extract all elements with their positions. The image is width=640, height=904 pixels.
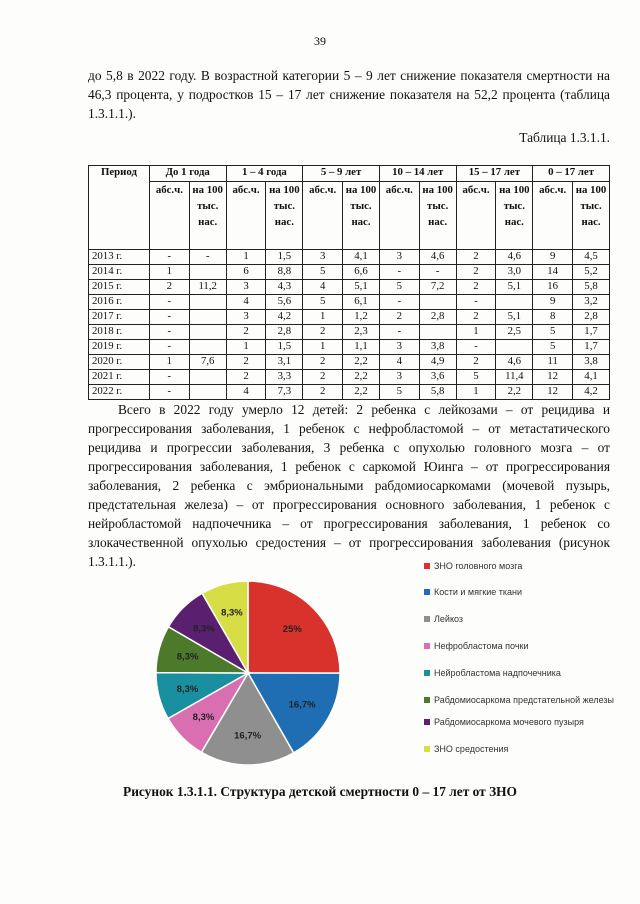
legend-item	[424, 717, 624, 728]
table-cell: 3,2	[573, 295, 610, 310]
group-header: 1 – 4 года	[226, 166, 303, 182]
table-cell: 1	[226, 250, 266, 265]
table-cell: 2,2	[343, 355, 380, 370]
table-cell: 4,1	[343, 250, 380, 265]
table-cell: 3,6	[419, 370, 456, 385]
legend-swatch	[424, 589, 430, 595]
table-cell: 5	[379, 280, 419, 295]
table-cell: 5,8	[573, 280, 610, 295]
rate-header: на 100 тыс. нас.	[419, 182, 456, 250]
table-cell: 2,5	[496, 325, 533, 340]
table-cell: 2021 г.	[89, 370, 150, 385]
table-cell: 2,3	[343, 325, 380, 340]
table-cell	[189, 295, 226, 310]
table-cell: 2,2	[343, 385, 380, 400]
table-cell: 4,2	[573, 385, 610, 400]
table-cell: 5	[303, 265, 343, 280]
table-cell: 2	[456, 265, 496, 280]
table-cell: 5	[456, 370, 496, 385]
table-cell: 7,3	[266, 385, 303, 400]
table-cell: 3,1	[266, 355, 303, 370]
table-cell: 2020 г.	[89, 355, 150, 370]
legend-label: Нейробластома надпочечника	[434, 668, 561, 678]
table-cell: 5,8	[419, 385, 456, 400]
group-header: 15 – 17 лет	[456, 166, 533, 182]
table-cell: 1,7	[573, 325, 610, 340]
table-cell: 3	[379, 370, 419, 385]
legend-label: Лейкоз	[434, 614, 464, 624]
table-cell: 7,6	[189, 355, 226, 370]
legend-swatch	[424, 670, 430, 676]
figure-caption: Рисунок 1.3.1.1. Структура детской смертности 0 – 17 лет от ЗНО	[123, 784, 517, 799]
table-cell: 11,4	[496, 370, 533, 385]
table-cell: 4,6	[419, 250, 456, 265]
legend-item	[424, 695, 624, 706]
table-cell: 5,2	[573, 265, 610, 280]
legend-item	[424, 668, 624, 679]
rate-header: на 100 тыс. нас.	[266, 182, 303, 250]
legend-swatch	[424, 746, 430, 752]
table-row	[89, 280, 610, 295]
table-cell: 3,8	[573, 355, 610, 370]
legend-swatch	[424, 643, 430, 649]
table-cell: 2	[456, 355, 496, 370]
pie-slice-label: 8,3%	[176, 683, 199, 695]
table-cell: 3	[379, 250, 419, 265]
table-cell: 4,3	[266, 280, 303, 295]
legend-item	[424, 744, 624, 755]
table-cell: 2022 г.	[89, 385, 150, 400]
table-cell: 14	[533, 265, 573, 280]
table-cell: 4,6	[496, 355, 533, 370]
table-cell: 1	[456, 325, 496, 340]
table-cell: 2	[303, 325, 343, 340]
table-cell: 4	[226, 385, 266, 400]
table-cell: 4	[226, 295, 266, 310]
deaths-paragraph: Всего в 2022 году умерло 12 детей: 2 ребенка с лейкозами – от рецидива и прогрессирования заболевания, 1 ребенок с нефробластомой – от метастатического рецидива и прогрессии заболевания, 3 ребенка с опухолью головного мозга – от прогрессирования заболевания, 1 ребенок с саркомой Юинга – от прогрессирования заболевания, 2 ребенка с эмбриональными рабдомиосаркомами (мочевой пузырь, предстательная железа) – от прогрессирования основного заболевания, 1 ребенок с нейробластомой надпочечника – от прогрессирования заболевания, 1 ребенок со злокачественной опухолью средостения – от прогрессирования заболевания (рисунок 1.3.1.1.).	[88, 402, 610, 569]
rate-header: на 100 тыс. нас.	[573, 182, 610, 250]
mortality-table	[88, 165, 610, 400]
table-cell: 2,8	[266, 325, 303, 340]
legend-label: ЗНО средостения	[434, 744, 509, 754]
pie-slice-label: 8,3%	[193, 623, 215, 635]
table-cell: 4,6	[496, 250, 533, 265]
table-body	[89, 250, 610, 400]
table-row	[89, 250, 610, 265]
table-cell: 2016 г.	[89, 295, 150, 310]
table-cell: 1,5	[266, 340, 303, 355]
table-row	[89, 310, 610, 325]
table-cell: 4	[303, 280, 343, 295]
table-cell: 5,1	[496, 310, 533, 325]
table-cell: -	[456, 340, 496, 355]
table-row	[89, 370, 610, 385]
table-cell: 2,8	[573, 310, 610, 325]
legend-swatch	[424, 719, 430, 725]
table-row	[89, 340, 610, 355]
intro-paragraph: до 5,8 в 2022 году. В возрастной категории 5 – 9 лет снижение показателя смертности на 46,3 процента, у подростков 15 – 17 лет снижение показателя на 52,2 процента (таблица 1.3.1.1.).	[88, 68, 610, 121]
table-cell: 16	[533, 280, 573, 295]
table-cell: 2,2	[496, 385, 533, 400]
pie-chart-svg	[150, 580, 360, 770]
table-cell: 2	[149, 280, 189, 295]
legend-label: Рабдомиосаркома мочевого пузыря	[434, 717, 584, 727]
table-cell: 11,2	[189, 280, 226, 295]
table-cell: 3,0	[496, 265, 533, 280]
table-cell: 2	[303, 385, 343, 400]
table-cell: -	[149, 310, 189, 325]
table-cell: 3,3	[266, 370, 303, 385]
pie-slice-label: 25%	[282, 623, 302, 635]
rate-header: на 100 тыс. нас.	[343, 182, 380, 250]
abs-header: абс.ч.	[533, 182, 573, 250]
table-cell: 11	[533, 355, 573, 370]
table-cell: 2	[456, 280, 496, 295]
table-cell: 4,5	[573, 250, 610, 265]
pie-chart	[150, 580, 360, 770]
table-cell: 4,1	[573, 370, 610, 385]
page-number: 39	[314, 34, 326, 48]
table-cell	[189, 325, 226, 340]
legend-swatch	[424, 616, 430, 622]
table-cell: 1	[303, 310, 343, 325]
table-cell: 1	[226, 340, 266, 355]
table-cell: 2013 г.	[89, 250, 150, 265]
table-cell: 2	[303, 355, 343, 370]
table-cell	[189, 370, 226, 385]
legend-item	[424, 614, 624, 625]
table-cell: 6	[226, 265, 266, 280]
table-cell: 3	[226, 280, 266, 295]
pie-slice-label: 8,3%	[192, 711, 215, 723]
table-cell	[189, 385, 226, 400]
legend-swatch	[424, 563, 430, 569]
table-cell: -	[419, 265, 456, 280]
table-cell	[189, 265, 226, 280]
table-cell: 4,2	[266, 310, 303, 325]
table-cell: 8,8	[266, 265, 303, 280]
table-cell: -	[149, 370, 189, 385]
table-cell: 1	[303, 340, 343, 355]
table-cell: 7,2	[419, 280, 456, 295]
table-cell	[419, 325, 456, 340]
table-cell: 2,2	[343, 370, 380, 385]
group-header: 5 – 9 лет	[303, 166, 380, 182]
table-cell: 2	[379, 310, 419, 325]
pie-slice-label: 16,7%	[234, 730, 262, 742]
pie-slice-label: 16,7%	[288, 699, 316, 711]
table-cell: 8	[533, 310, 573, 325]
table-cell: -	[149, 340, 189, 355]
table-row	[89, 325, 610, 340]
table-cell: 4,9	[419, 355, 456, 370]
period-header: Период	[89, 166, 150, 250]
table-cell: 3	[226, 310, 266, 325]
table-cell: 5	[379, 385, 419, 400]
table-cell: -	[189, 250, 226, 265]
table-cell: 2019 г.	[89, 340, 150, 355]
table-cell: 1,7	[573, 340, 610, 355]
legend-label: Кости и мягкие ткани	[434, 587, 523, 597]
table-cell: 5	[533, 340, 573, 355]
table-cell: 2	[456, 250, 496, 265]
table-cell: -	[379, 265, 419, 280]
table-cell: 3	[379, 340, 419, 355]
table-row	[89, 295, 610, 310]
table-cell: 4	[379, 355, 419, 370]
table-cell: 1,2	[343, 310, 380, 325]
abs-header: абс.ч.	[456, 182, 496, 250]
table-cell: 2	[456, 310, 496, 325]
table-cell: 2	[226, 370, 266, 385]
table-cell: 12	[533, 385, 573, 400]
table-cell: 9	[533, 250, 573, 265]
table-cell: 1,1	[343, 340, 380, 355]
table-cell: -	[149, 295, 189, 310]
table-cell: -	[149, 250, 189, 265]
table-row	[89, 385, 610, 400]
table-cell: -	[149, 385, 189, 400]
abs-header: абс.ч.	[379, 182, 419, 250]
table-cell: -	[149, 325, 189, 340]
pie-slice-label: 8,3%	[221, 607, 243, 619]
rate-header: на 100 тыс. нас.	[496, 182, 533, 250]
legend-item	[424, 587, 624, 598]
table-cell: 2,8	[419, 310, 456, 325]
table-cell: 5	[533, 325, 573, 340]
table-cell: 2017 г.	[89, 310, 150, 325]
table-cell: 5,1	[496, 280, 533, 295]
table-cell: -	[379, 325, 419, 340]
table-cell: 5,6	[266, 295, 303, 310]
table-cell	[496, 340, 533, 355]
table-cell: 2	[303, 370, 343, 385]
table-cell: 6,1	[343, 295, 380, 310]
table-cell	[189, 340, 226, 355]
legend-swatch	[424, 697, 430, 703]
legend-label: Нефробластома почки	[434, 641, 529, 651]
table-cell: 9	[533, 295, 573, 310]
table-caption: Таблица 1.3.1.1.	[519, 130, 610, 145]
group-header: 0 – 17 лет	[533, 166, 610, 182]
table-cell: 2	[226, 325, 266, 340]
table-row	[89, 265, 610, 280]
abs-header: абс.ч.	[226, 182, 266, 250]
table-cell: -	[456, 295, 496, 310]
table-cell: 1,5	[266, 250, 303, 265]
table-cell	[189, 310, 226, 325]
table-cell: 2018 г.	[89, 325, 150, 340]
table-cell: 3	[303, 250, 343, 265]
table-cell: 2015 г.	[89, 280, 150, 295]
table-row	[89, 355, 610, 370]
table-cell: 1	[149, 265, 189, 280]
legend-item	[424, 561, 624, 572]
group-header: До 1 года	[149, 166, 226, 182]
table-cell	[496, 295, 533, 310]
pie-slice-label: 8,3%	[176, 651, 199, 663]
legend-label: Рабдомиосаркома предстательной железы	[434, 695, 615, 705]
table-cell: 1	[149, 355, 189, 370]
table-cell: 5,1	[343, 280, 380, 295]
table-cell: 2014 г.	[89, 265, 150, 280]
legend-item	[424, 641, 624, 652]
table-cell: 5	[303, 295, 343, 310]
table-cell: 12	[533, 370, 573, 385]
legend-label: ЗНО головного мозга	[434, 561, 523, 571]
abs-header: абс.ч.	[149, 182, 189, 250]
rate-header: на 100 тыс. нас.	[189, 182, 226, 250]
table-cell: -	[379, 295, 419, 310]
group-header: 10 – 14 лет	[379, 166, 456, 182]
table-cell: 3,8	[419, 340, 456, 355]
table-cell: 1	[456, 385, 496, 400]
table-cell	[419, 295, 456, 310]
table-cell: 2	[226, 355, 266, 370]
abs-header: абс.ч.	[303, 182, 343, 250]
table-cell: 6,6	[343, 265, 380, 280]
